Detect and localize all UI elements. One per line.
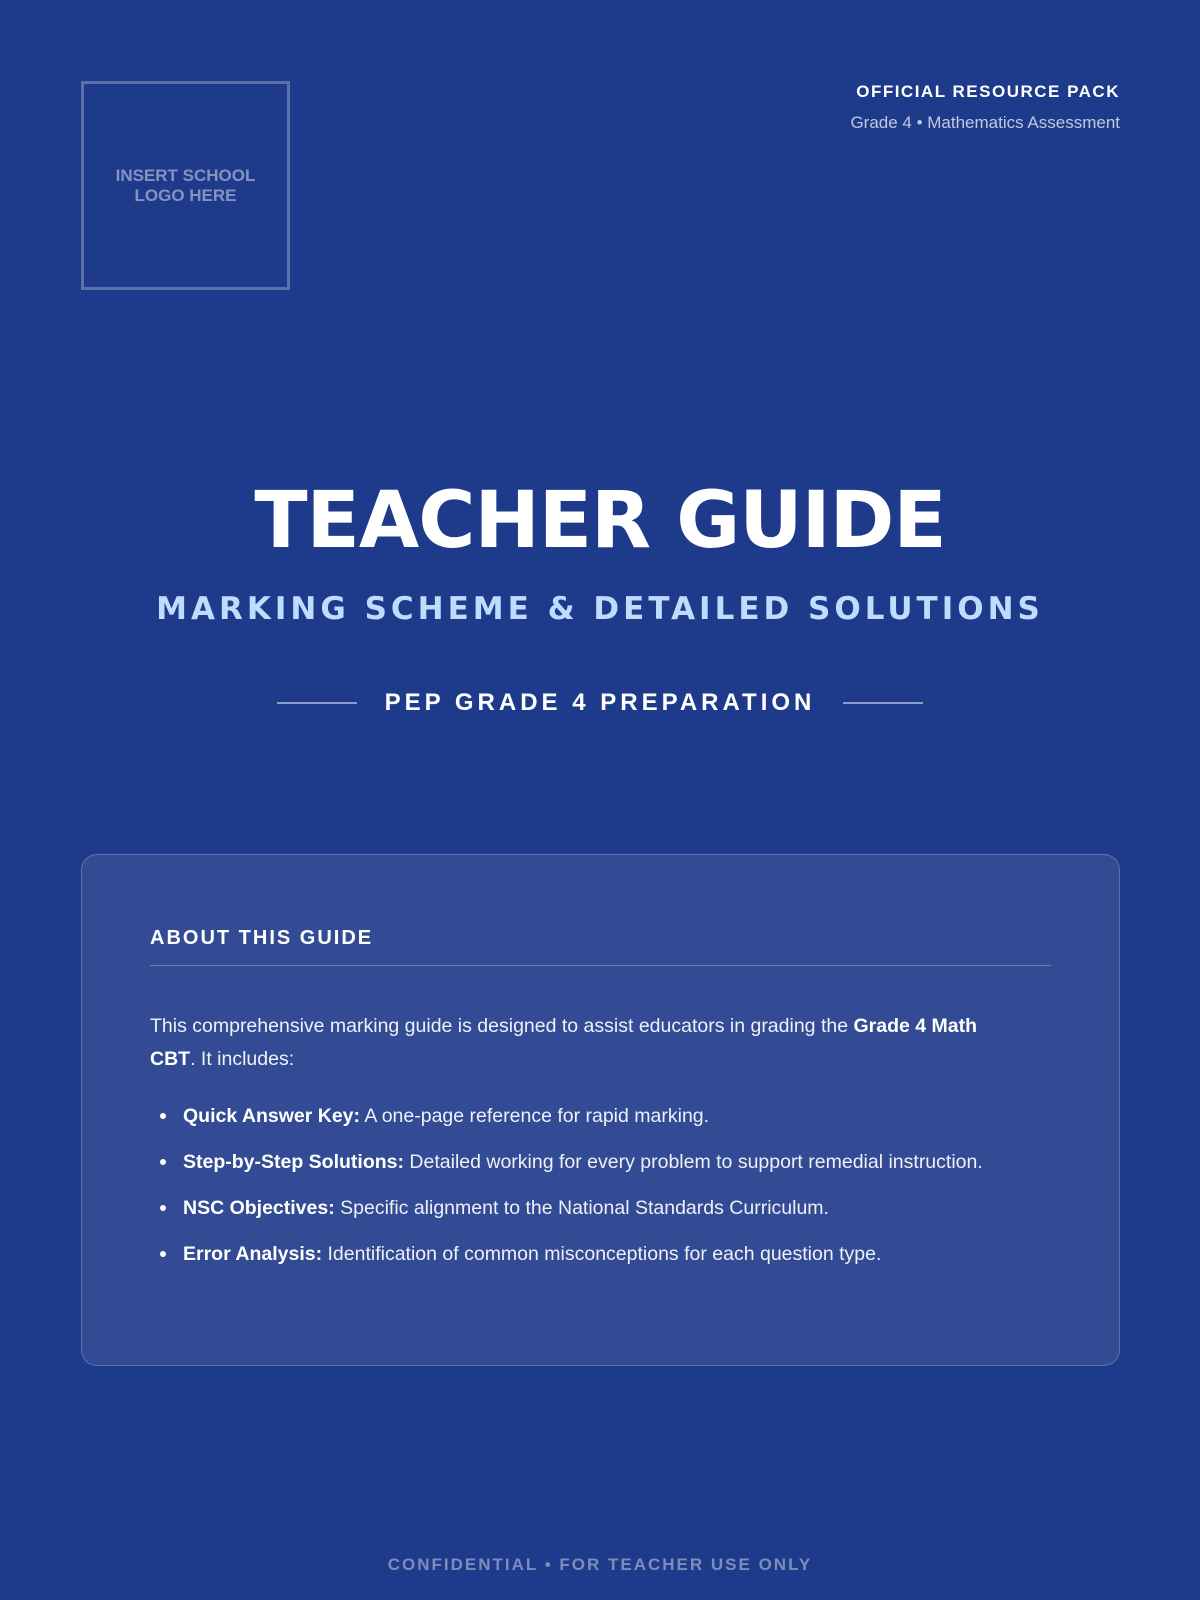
confidential-footer: CONFIDENTIAL • FOR TEACHER USE ONLY — [387, 1555, 813, 1574]
pack-title: OFFICIAL RESOURCE PACK — [856, 82, 1120, 101]
list-item — [150, 1100, 983, 1132]
list-item-text: A one-page reference for rapid marking. — [360, 1105, 710, 1127]
divider-right — [843, 702, 923, 704]
logo-placeholder-line2: LOGO HERE — [134, 185, 237, 205]
list-item-text: Detailed working for every problem to support remedial instruction. — [404, 1151, 983, 1173]
about-intro — [150, 1010, 1020, 1076]
intro-prefix: This comprehensive marking guide is designed to assist educators in grading the — [150, 1015, 854, 1037]
resource-pack-header — [850, 81, 1120, 133]
preparation-label: PEP GRADE 4 PREPARATION — [384, 689, 816, 716]
feature-list — [150, 1100, 1051, 1270]
pack-subtitle: Grade 4 • Mathematics Assessment — [850, 113, 1120, 132]
page-subtitle: MARKING SCHEME & DETAILED SOLUTIONS — [156, 591, 1044, 627]
list-item-label: Step-by-Step Solutions: — [183, 1151, 404, 1173]
intro-bold: Grade 4 Math CBT — [150, 1015, 978, 1070]
page-title: TEACHER GUIDE — [254, 476, 946, 566]
list-item — [150, 1146, 983, 1178]
divider-left — [277, 702, 357, 704]
list-item-text: Identification of common misconceptions for each question type. — [322, 1243, 882, 1265]
preparation-banner — [0, 687, 1200, 719]
about-card — [81, 854, 1120, 1366]
list-item — [150, 1192, 983, 1224]
logo-placeholder-line1: INSERT SCHOOL — [115, 165, 256, 185]
list-item-label: NSC Objectives: — [183, 1197, 335, 1219]
list-item-label: Error Analysis: — [183, 1243, 323, 1265]
list-item-text: Specific alignment to the National Standards Curriculum. — [334, 1197, 829, 1219]
list-item — [150, 1238, 983, 1270]
about-heading: ABOUT THIS GUIDE — [150, 925, 1051, 966]
logo-placeholder — [81, 81, 290, 290]
list-item-label: Quick Answer Key: — [183, 1105, 361, 1127]
intro-suffix: . It includes: — [190, 1048, 295, 1070]
